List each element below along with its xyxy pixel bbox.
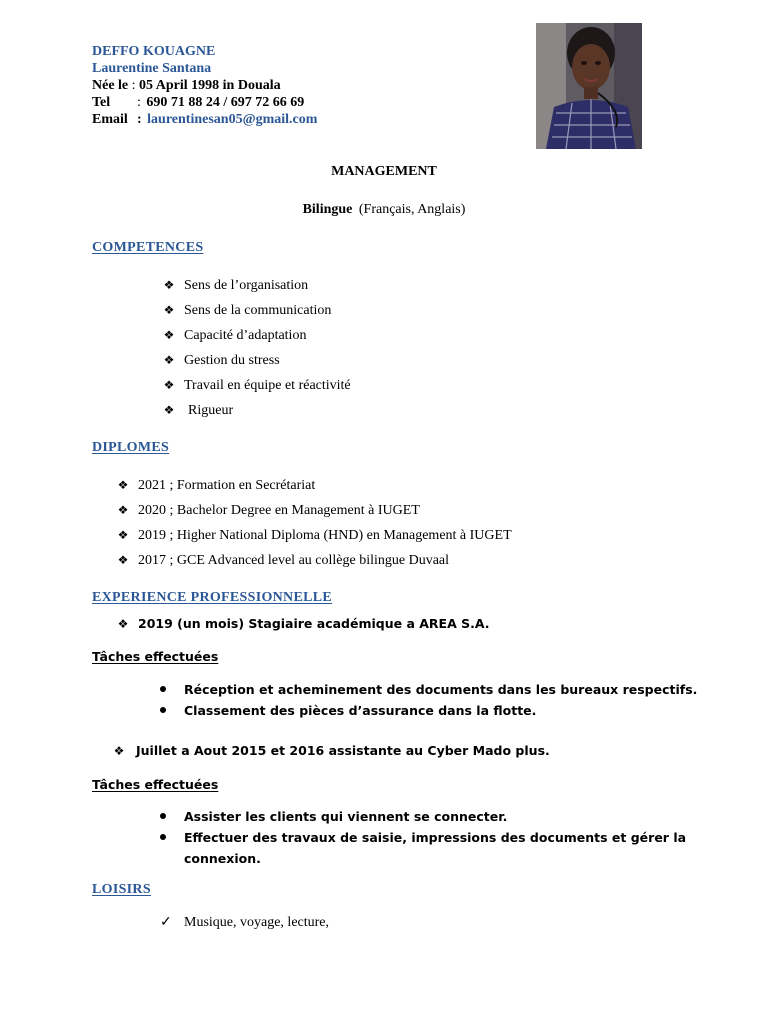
diplomes-title: DIPLOMES xyxy=(92,440,170,455)
languages-value: (Français, Anglais) xyxy=(358,202,466,217)
task-item: Classement des pièces d’assurance dans la flotte. xyxy=(160,703,536,718)
diamond-bullet-icon: ❖ xyxy=(117,478,129,492)
languages-label: Bilingue xyxy=(302,202,353,217)
job-heading: ❖ 2019 (un mois) Stagiaire académique a AREA S.A. xyxy=(117,616,490,631)
profile-title: MANAGEMENT xyxy=(331,164,437,179)
task-item: Assister les clients qui viennent se connecter. xyxy=(160,809,507,824)
tel-line xyxy=(137,94,304,111)
languages-line xyxy=(0,202,768,218)
surname: DEFFO KOUAGNE xyxy=(92,44,216,59)
tel-label: Tel xyxy=(92,95,111,110)
diamond-bullet-icon: ❖ xyxy=(163,328,175,342)
birth-sep: : xyxy=(128,78,140,93)
task-item: Effectuer des travaux de saisie, impressions des documents et gérer la xyxy=(160,830,686,845)
birth-value: 05 April 1998 in Douala xyxy=(139,78,281,93)
email-sep: : xyxy=(137,112,142,127)
diplome-item: ❖ 2021 ; Formation en Secrétariat xyxy=(117,478,316,493)
checkmark-icon: ✓ xyxy=(160,915,172,930)
task-item-continuation: connexion. xyxy=(184,851,261,866)
tel-value: 690 71 88 24 / 697 72 66 69 xyxy=(146,95,305,110)
diamond-bullet-icon: ❖ xyxy=(117,553,129,567)
diplome-item: ❖ 2017 ; GCE Advanced level au collège bilingue Duvaal xyxy=(117,553,450,568)
loisirs-title: LOISIRS xyxy=(92,882,151,897)
profile-photo xyxy=(536,23,642,149)
diplome-item: ❖ 2019 ; Higher National Diploma (HND) en Management à IUGET xyxy=(117,528,512,543)
diamond-bullet-icon: ❖ xyxy=(113,744,125,758)
diamond-bullet-icon: ❖ xyxy=(163,353,175,367)
bullet-dot-icon xyxy=(160,834,166,840)
task-item: Réception et acheminement des documents dans les bureaux respectifs. xyxy=(160,682,697,697)
email-link[interactable]: laurentinesan05@gmail.com xyxy=(147,112,318,127)
birth-line xyxy=(92,77,281,94)
competence-item: ❖ Gestion du stress xyxy=(163,353,280,368)
competence-item: ❖ Rigueur xyxy=(163,403,234,418)
diamond-bullet-icon: ❖ xyxy=(163,403,175,417)
competence-item: ❖ Sens de l’organisation xyxy=(163,278,309,293)
tasks-label: Tâches effectuées xyxy=(92,777,219,792)
diamond-bullet-icon: ❖ xyxy=(117,503,129,517)
competences-title: COMPETENCES xyxy=(92,240,204,255)
diamond-bullet-icon: ❖ xyxy=(163,303,175,317)
diamond-bullet-icon: ❖ xyxy=(163,278,175,292)
email-line xyxy=(137,111,317,128)
bullet-dot-icon xyxy=(160,813,166,819)
competence-item: ❖ Travail en équipe et réactivité xyxy=(163,378,351,393)
job-heading: ❖ Juillet a Aout 2015 et 2016 assistante au Cyber Mado plus. xyxy=(113,743,550,758)
tel-sep: : xyxy=(137,95,141,110)
given-names: Laurentine Santana xyxy=(92,61,212,76)
experience-title: EXPERIENCE PROFESSIONNELLE xyxy=(92,590,333,605)
diamond-bullet-icon: ❖ xyxy=(163,378,175,392)
portrait-image xyxy=(536,23,642,149)
loisir-item: ✓ Musique, voyage, lecture, xyxy=(160,915,330,930)
diamond-bullet-icon: ❖ xyxy=(117,617,129,631)
tasks-label: Tâches effectuées xyxy=(92,649,219,664)
competence-item: ❖ Capacité d’adaptation xyxy=(163,328,307,343)
bullet-dot-icon xyxy=(160,707,166,713)
diplome-item: ❖ 2020 ; Bachelor Degree en Management à IUGET xyxy=(117,503,420,518)
bullet-dot-icon xyxy=(160,686,166,692)
birth-label: Née le xyxy=(92,78,129,93)
competence-item: ❖ Sens de la communication xyxy=(163,303,332,318)
email-label: Email xyxy=(92,112,128,127)
diamond-bullet-icon: ❖ xyxy=(117,528,129,542)
